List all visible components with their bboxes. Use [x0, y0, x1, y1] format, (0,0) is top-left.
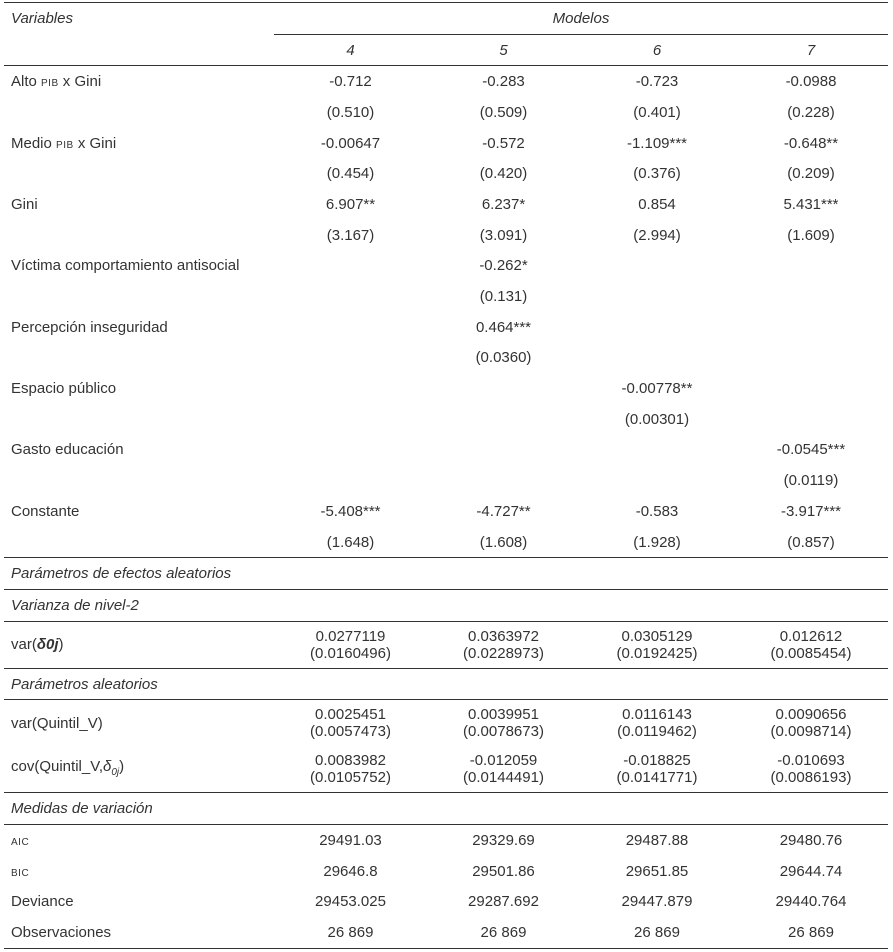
- section-title: Varianza de nivel-2: [4, 590, 888, 622]
- model-6-header: 6: [580, 34, 734, 66]
- section-title: Medidas de variación: [4, 793, 888, 825]
- coef-value: -0.262*: [479, 257, 528, 275]
- coef-value: -0.572: [482, 134, 525, 152]
- coef-value: 0.854: [638, 195, 676, 213]
- se-row: [4, 158, 888, 189]
- row-label: Deviance: [11, 893, 74, 911]
- coef-value: 5.431***: [783, 195, 839, 213]
- row-label: Observaciones: [4, 917, 274, 948]
- cell: 29480.76: [779, 831, 843, 849]
- row-label: Gasto educación: [11, 441, 124, 459]
- coef-value: 6.907**: [325, 195, 376, 213]
- se-row: [4, 343, 888, 374]
- se-value: [580, 343, 734, 374]
- cell: 26 869: [274, 917, 427, 948]
- coef-value: -4.727**: [476, 502, 531, 520]
- coef-row: [4, 251, 888, 282]
- se-value: [734, 281, 888, 312]
- model-5-header: 5: [427, 34, 580, 66]
- se-value: (0.401): [633, 103, 681, 121]
- section-title: Parámetros aleatorios: [4, 668, 888, 700]
- se-value: (0.857): [734, 527, 888, 558]
- coef-value: -3.917***: [780, 502, 842, 520]
- se-row: [4, 527, 888, 558]
- cell: 0.0116143 (0.0119462): [617, 706, 697, 741]
- coef-value: [734, 373, 888, 404]
- cell: 29487.88: [625, 831, 689, 849]
- row-label: Gini: [11, 195, 38, 213]
- cov-quintil-row: [4, 746, 888, 793]
- se-row: [4, 97, 888, 128]
- cell: 29501.86: [472, 862, 535, 880]
- se-value: [734, 343, 888, 374]
- cell: 26 869: [427, 917, 580, 948]
- coef-value: 0.464***: [475, 318, 532, 336]
- se-row: [4, 220, 888, 251]
- coef-value: -0.00778**: [621, 380, 693, 398]
- se-value: [427, 404, 580, 435]
- section-level2: [4, 590, 888, 622]
- coef-row: [4, 496, 888, 527]
- se-value: (0.0119): [783, 472, 839, 490]
- se-value: [580, 465, 734, 496]
- se-row: [4, 465, 888, 496]
- coef-value: -5.408***: [320, 502, 381, 520]
- se-value: [580, 281, 734, 312]
- row-label: var(Quintil_V): [11, 714, 103, 732]
- section-variation: [4, 793, 888, 825]
- se-value: [734, 404, 888, 435]
- cell: 26 869: [580, 917, 734, 948]
- cell: 0.0090656 (0.0098714): [770, 706, 852, 741]
- coef-value: [580, 435, 734, 466]
- se-value: (0.376): [633, 165, 681, 183]
- cell: -0.010693 (0.0086193): [734, 746, 888, 793]
- cell: 26 869: [734, 917, 888, 948]
- coef-value: [734, 312, 888, 343]
- coef-value: [580, 312, 734, 343]
- bic-row: [4, 856, 888, 887]
- cell: 0.0039951 (0.0078673): [463, 706, 544, 741]
- coef-row: [4, 435, 888, 466]
- cell: 29491.03: [319, 831, 382, 849]
- coef-value: [274, 373, 427, 404]
- coef-value: -0.712: [329, 73, 372, 91]
- coef-value: [274, 251, 427, 282]
- cell: 29644.74: [779, 862, 843, 880]
- se-value: (1.648): [274, 527, 427, 558]
- deviance-row: [4, 887, 888, 918]
- coef-value: -0.648**: [783, 134, 839, 152]
- se-value: [274, 404, 427, 435]
- coef-value: 6.237*: [481, 195, 526, 213]
- row-label-var-delta: var(δ0j): [4, 621, 274, 668]
- se-value: (0.0360): [475, 349, 532, 367]
- se-value: (0.510): [326, 103, 375, 121]
- coef-value: [274, 435, 427, 466]
- coef-value: [734, 251, 888, 282]
- se-value: (0.454): [326, 165, 375, 183]
- se-value: (3.167): [326, 226, 375, 244]
- cell: 0.0305129 (0.0192425): [580, 621, 734, 668]
- se-value: (0.228): [787, 103, 835, 121]
- cell: 29329.69: [472, 831, 535, 849]
- model-4-header: 4: [274, 34, 427, 66]
- se-value: (0.00301): [624, 410, 690, 428]
- row-label: Espacio público: [11, 380, 117, 398]
- cell: 0.0363972 (0.0228973): [427, 621, 580, 668]
- row-label-alto-pib-gini: Alto PIB x Gini: [11, 73, 102, 91]
- coef-value: -0.723: [635, 73, 679, 91]
- row-label: AIC: [11, 836, 30, 848]
- row-label: Víctima comportamiento antisocial: [11, 257, 240, 275]
- variables-header: Variables: [4, 3, 274, 35]
- se-value: (2.994): [633, 226, 681, 244]
- cell: -0.018825 (0.0141771): [580, 746, 734, 793]
- modelos-header: Modelos: [274, 3, 888, 35]
- model-numbers-row: [4, 34, 888, 66]
- cell: 0.0025451 (0.0057473): [310, 706, 391, 741]
- coef-value: -0.0545***: [776, 441, 846, 459]
- var-delta-row: [4, 621, 888, 668]
- cell: 0.0083982 (0.0105752): [274, 746, 427, 793]
- coef-value: -1.109***: [626, 134, 688, 152]
- se-value: (1.928): [580, 527, 734, 558]
- cell: 0.012612 (0.0085454): [734, 621, 888, 668]
- se-row: [4, 281, 888, 312]
- regression-table: [4, 2, 888, 949]
- se-value: (0.420): [479, 165, 528, 183]
- coef-row: [4, 128, 888, 159]
- coef-value: -0.00647: [320, 134, 381, 152]
- cell: 29646.8: [323, 862, 378, 880]
- var-quintil-row: [4, 700, 888, 747]
- observaciones-row: [4, 917, 888, 948]
- coef-row: [4, 312, 888, 343]
- se-value: [274, 465, 427, 496]
- coef-value: [274, 312, 427, 343]
- se-value: (1.609): [787, 226, 835, 244]
- row-label: Constante: [11, 502, 80, 520]
- row-label-medio-pib-gini: Medio PIB x Gini: [11, 134, 117, 152]
- coef-value: [427, 435, 580, 466]
- header-row: [4, 3, 888, 35]
- cell: 29447.879: [621, 893, 693, 911]
- se-value: (0.131): [479, 288, 528, 306]
- model-7-header: 7: [734, 34, 888, 66]
- row-label: BIC: [11, 867, 30, 879]
- aic-row: [4, 825, 888, 856]
- cell: 29440.764: [775, 893, 847, 911]
- cell: 29453.025: [315, 893, 386, 911]
- se-row: [4, 404, 888, 435]
- se-value: [274, 281, 427, 312]
- section-random-effects: [4, 558, 888, 590]
- se-value: (0.509): [479, 103, 528, 121]
- coef-row: [4, 189, 888, 220]
- se-value: (1.608): [427, 527, 580, 558]
- coef-value: -0.283: [482, 73, 525, 91]
- se-value: (0.209): [787, 165, 835, 183]
- coef-row: [4, 66, 888, 97]
- se-value: (3.091): [479, 226, 528, 244]
- cell: 0.0277119 (0.0160496): [274, 621, 427, 668]
- section-random-params: [4, 668, 888, 700]
- coef-row: [4, 373, 888, 404]
- section-title: Parámetros de efectos aleatorios: [4, 558, 888, 590]
- se-value: [274, 343, 427, 374]
- row-label: Percepción inseguridad: [11, 318, 168, 336]
- coef-value: -0.0988: [785, 73, 837, 91]
- coef-value: [580, 251, 734, 282]
- cell: 29651.85: [625, 862, 689, 880]
- coef-value: [427, 373, 580, 404]
- coef-value: -0.583: [635, 502, 679, 520]
- se-value: [427, 465, 580, 496]
- cell: -0.012059 (0.0144491): [427, 746, 580, 793]
- cell: 29287.692: [468, 893, 539, 911]
- row-label-cov-quintil: $cov(Quintil\_V,\delta_{0j})$: [4, 746, 274, 793]
